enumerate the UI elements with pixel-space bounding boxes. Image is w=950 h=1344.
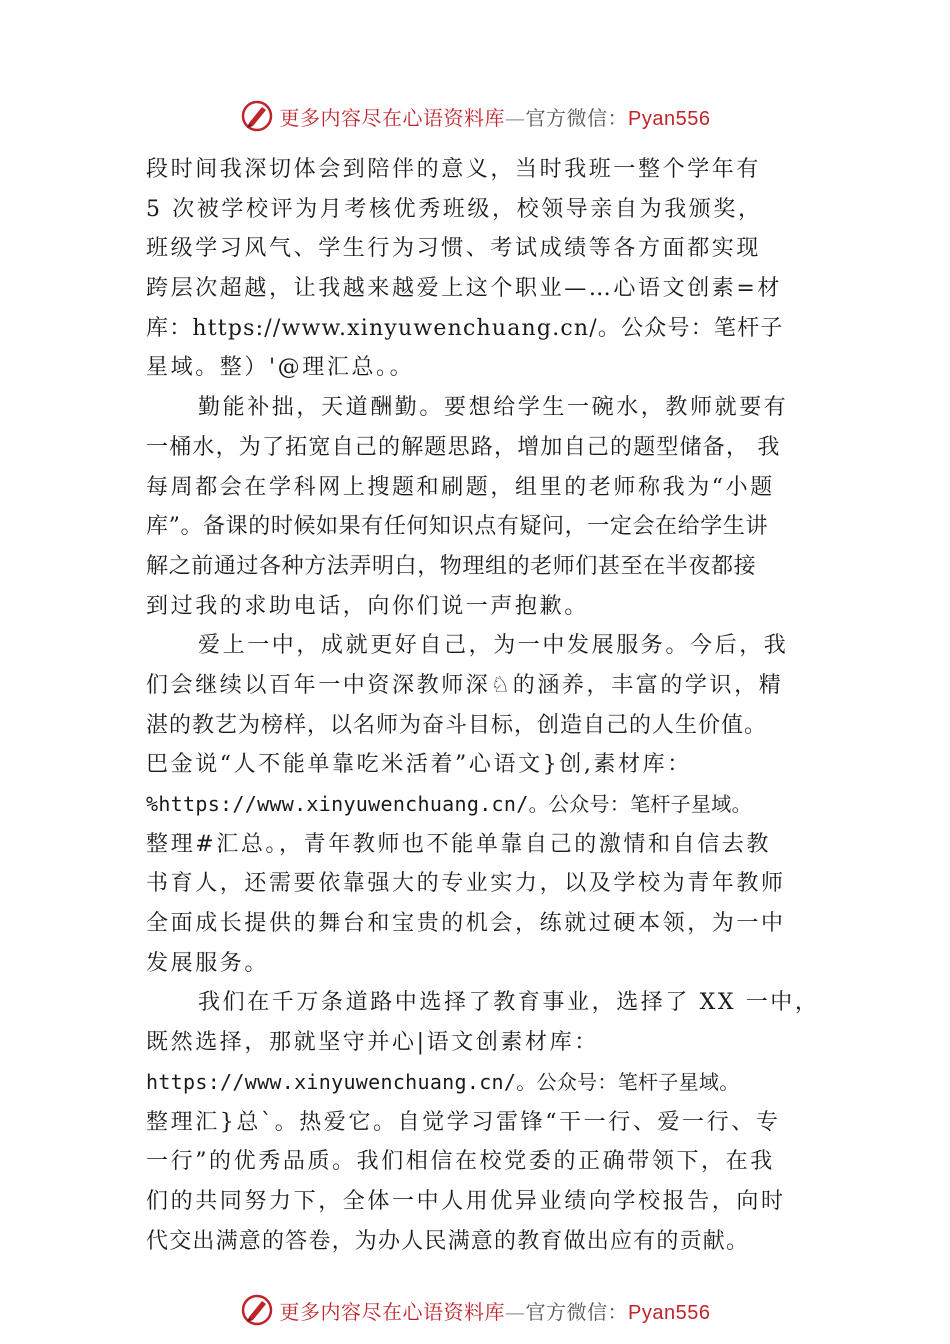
text-line: 整理汇}总`。热爱它。自觉学习雷锋“干一行、爱一行、专: [146, 1109, 781, 1135]
text-line: 到过我的求助电话，向你们说一声抱歉。: [146, 593, 589, 619]
text-line: 们的共同努力下，全体一中人用优异业绩向学校报告，向时: [146, 1188, 786, 1214]
text-line: 代交出满意的答卷，为办人民满意的教育做出应有的贡献。: [146, 1228, 750, 1254]
banner-wechat-id: Pyan556: [628, 107, 711, 130]
text-line: 解之前通过各种方法弄明白，物理组的老师们甚至在半夜都接: [146, 553, 757, 579]
url-line: https://www.xinyuwenchuang.cn/。公众号：笔杆子星域。: [146, 1069, 740, 1094]
text-line: 湛的教艺为榜样，以名师为奋斗目标，创造自己的人生价值。: [146, 712, 768, 738]
text-line: 一桶水，为了拓宽自己的解题思路，增加自己的题型储备， 我: [146, 434, 781, 460]
text-line: 5 次被学校评为月考核优秀班级，校领导亲自为我颁奖，: [146, 196, 763, 222]
text-line: 书育人，还需要依靠强大的专业实力，以及学校为青年教师: [146, 871, 786, 897]
banner-title: 更多内容尽在心语资料库: [279, 105, 506, 130]
banner-dash: —: [505, 105, 526, 130]
text-line: 班级学习风气、学生行为习惯、考试成绩等各方面都实现: [146, 236, 762, 262]
text-line: 库：https://www.xinyuwenchuang.cn/。公众号：笔杆子: [146, 315, 784, 341]
paragraph-start-line: 我们在千万条道路中选择了教育事业，选择了 XX 一中，: [198, 990, 820, 1016]
text-line: 库”。备课的时候如果有任何知识点有疑问，一定会在给学生讲: [146, 514, 769, 540]
text-line: 星域。整）'@理汇总。。: [146, 355, 415, 381]
text-line: 每周都会在学科网上搜题和刷题，组里的老师称我为“小题: [146, 474, 775, 500]
footer-watermark-banner: [0, 1290, 950, 1330]
paragraph-start-line: 勤能补拙，天道酬勤。要想给学生一碗水，教师就要有: [198, 395, 789, 421]
header-watermark-banner: [0, 96, 950, 136]
text-line: 整理#汇总。，青年教师也不能单靠自己的激情和自信去教: [146, 831, 772, 857]
text-line: 跨层次超越，让我越来越爱上这个职业—…心语文创素=材: [146, 276, 783, 302]
banner-wechat-label: 官方微信：: [525, 105, 629, 130]
text-line: 发展服务。: [146, 950, 270, 976]
text-line: 全面成长提供的舞台和宝贵的机会，练就过硬本领，为一中: [146, 911, 786, 937]
brand-logo-icon: [240, 99, 274, 133]
text-line: 巴金说“人不能单靠吃米活着”心语文}创,素材库：: [146, 752, 692, 778]
brand-logo-icon: [240, 1293, 274, 1327]
banner-title: 更多内容尽在心语资料库: [279, 1299, 506, 1324]
banner-dash: —: [505, 1299, 526, 1324]
text-line: 段时间我深切体会到陪伴的意义，当时我班一整个学年有: [146, 157, 762, 182]
banner-wechat-label: 官方微信：: [525, 1299, 629, 1324]
text-line: 一行”的优秀品质。我们相信在校党委的正确带领下，在我: [146, 1149, 775, 1175]
text-line: 既然选择，那就坚守并心|语文创素材库：: [146, 1030, 599, 1056]
paragraph-start-line: 爱上一中，成就更好自己，为一中发展服务。今后，我: [198, 633, 789, 659]
banner-caption: [280, 1296, 711, 1325]
url-line: %https://www.xinyuwenchuang.cn/。公众号：笔杆子星域。: [146, 792, 752, 816]
document-body: [146, 150, 836, 1261]
banner-wechat-id: Pyan556: [628, 1301, 711, 1324]
text-line: 们会继续以百年一中资深教师深♘的涵养，丰富的学识，精: [146, 672, 784, 698]
banner-caption: [280, 102, 711, 131]
